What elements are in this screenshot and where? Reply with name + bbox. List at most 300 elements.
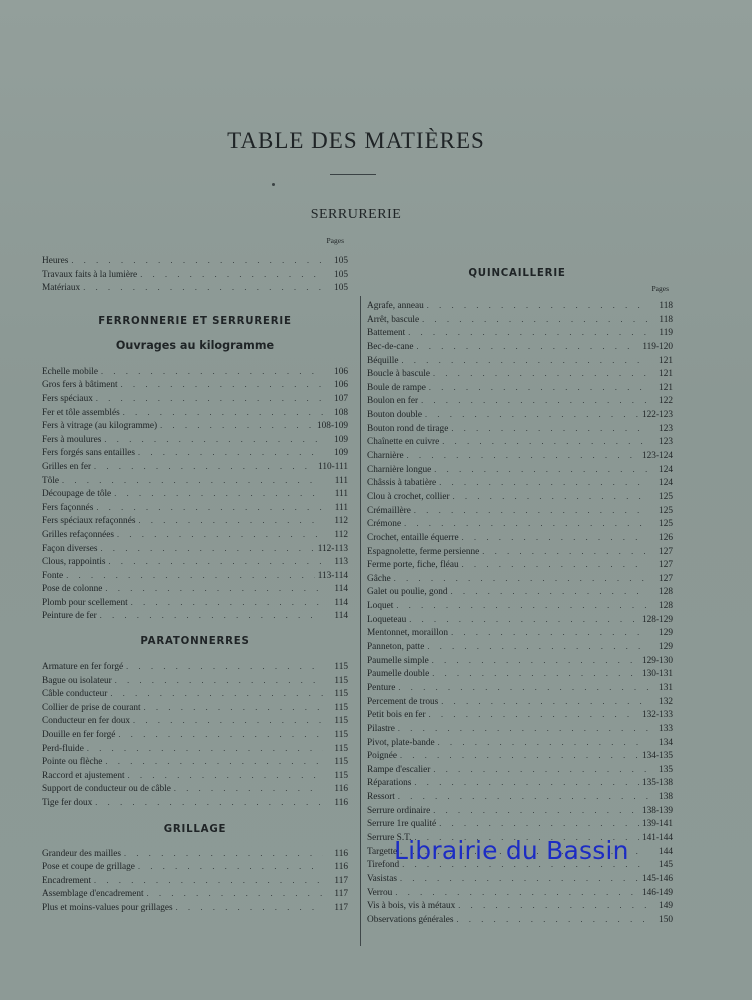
toc-entry <box>367 326 673 340</box>
toc-entry-page: 117 <box>334 875 348 886</box>
toc-entry <box>367 408 673 422</box>
toc-entry <box>367 299 673 313</box>
toc-entry <box>367 558 673 572</box>
toc-entry-page: 124 <box>659 478 673 489</box>
toc-entry-label: Arrêt, bascule <box>367 314 420 325</box>
toc-entry <box>42 755 348 769</box>
toc-entry <box>42 782 348 796</box>
toc-entry-page: 128-129 <box>642 614 673 625</box>
dot-leader <box>176 901 323 915</box>
toc-entry <box>42 433 348 447</box>
toc-entry-label: Espagnolette, ferme persienne <box>367 546 480 557</box>
toc-entry <box>367 695 673 709</box>
dot-leader <box>174 782 323 796</box>
dot-leader <box>114 487 323 501</box>
ink-dot <box>272 183 275 186</box>
toc-entry-label: Pose et coupe de grillage <box>42 862 135 873</box>
toc-entry-page: 149 <box>659 901 673 912</box>
dot-leader <box>422 313 648 327</box>
toc-entry-label: Vis à bois, vis à métaux <box>367 901 456 912</box>
toc-entry-label: Façon diverses <box>42 543 98 554</box>
toc-entry-page: 115 <box>334 689 348 700</box>
paratonnerres-list <box>42 660 348 810</box>
toc-entry-label: Matériaux <box>42 283 81 294</box>
toc-entry-page: 113-114 <box>317 570 348 581</box>
toc-entry-page: 118 <box>659 314 673 325</box>
toc-entry <box>367 708 673 722</box>
toc-entry-page: 114 <box>334 597 348 608</box>
dot-leader <box>398 790 648 804</box>
toc-entry-page: 119-120 <box>642 341 673 352</box>
dot-leader <box>138 860 323 874</box>
toc-entry-label: Grilles refaçonnées <box>42 529 115 540</box>
toc-entry <box>367 585 673 599</box>
toc-entry <box>42 609 348 623</box>
toc-entry <box>42 860 348 874</box>
dot-leader <box>96 392 323 406</box>
toc-entry-page: 132-133 <box>642 710 673 721</box>
dot-leader <box>128 769 323 783</box>
toc-entry <box>42 254 348 268</box>
toc-entry <box>367 667 673 681</box>
dot-leader <box>66 569 315 583</box>
dot-leader <box>439 817 639 831</box>
toc-entry <box>42 796 348 810</box>
toc-entry <box>367 381 673 395</box>
dot-leader <box>425 408 639 422</box>
toc-entry-label: Poignée <box>367 751 397 762</box>
dot-leader <box>451 626 648 640</box>
toc-entry <box>42 487 348 501</box>
toc-entry <box>367 790 673 804</box>
dot-leader <box>456 913 648 927</box>
toc-entry-page: 113 <box>334 557 348 568</box>
toc-entry <box>42 378 348 392</box>
toc-entry-label: Verrou <box>367 887 393 898</box>
toc-entry <box>367 872 673 886</box>
intro-list <box>42 254 348 295</box>
dot-leader <box>83 281 323 295</box>
dot-leader <box>133 714 323 728</box>
dot-leader <box>400 749 639 763</box>
toc-entry <box>367 817 673 831</box>
toc-entry-page: 138-139 <box>642 805 673 816</box>
dot-leader <box>404 517 648 531</box>
toc-entry-label: Mentonnet, moraillon <box>367 628 449 639</box>
toc-entry-page: 139-141 <box>642 819 673 830</box>
toc-entry-label: Crémaillère <box>367 505 411 516</box>
dot-leader <box>407 449 639 463</box>
toc-entry-label: Conducteur en fer doux <box>42 716 131 727</box>
toc-entry-page: 109 <box>334 434 348 445</box>
toc-entry-label: Serrure S.T. <box>367 832 412 843</box>
toc-entry-page: 123 <box>659 437 673 448</box>
toc-entry <box>42 514 348 528</box>
dot-leader <box>101 365 323 379</box>
toc-entry-label: Observations générales <box>367 914 454 925</box>
toc-entry <box>42 714 348 728</box>
toc-entry <box>42 268 348 282</box>
toc-entry-page: 124 <box>659 464 673 475</box>
dot-leader <box>395 886 639 900</box>
dot-leader <box>121 378 323 392</box>
toc-entry-label: Grandeur des mailles <box>42 848 121 859</box>
dot-leader <box>427 640 648 654</box>
toc-entry-label: Panneton, patte <box>367 642 425 653</box>
toc-entry-label: Heures <box>42 256 69 266</box>
toc-entry-page: 129 <box>659 628 673 639</box>
toc-entry-page: 122-123 <box>642 410 673 421</box>
toc-entry <box>42 501 348 515</box>
toc-entry-label: Petit bois en fer <box>367 710 426 721</box>
watermark: Librairie du Bassin <box>394 836 629 865</box>
toc-entry <box>42 769 348 783</box>
toc-entry-label: Boulon en fer <box>367 396 419 407</box>
dot-leader <box>110 687 323 701</box>
toc-entry-label: Travaux faits à la lumière <box>42 269 138 280</box>
toc-entry-label: Loquet <box>367 601 394 612</box>
toc-entry-page: 130-131 <box>642 669 673 680</box>
title-rule <box>330 174 376 175</box>
toc-entry-label: Tirefond <box>367 860 400 871</box>
toc-entry-page: 121 <box>659 382 673 393</box>
dot-leader <box>118 728 323 742</box>
toc-entry-label: Encadrement <box>42 875 92 886</box>
dot-leader <box>94 874 323 888</box>
page-title: TABLE DES MATIÈRES <box>227 128 485 153</box>
toc-entry <box>367 913 673 927</box>
toc-entry-page: 112 <box>334 516 348 527</box>
toc-entry-page: 116 <box>334 862 348 873</box>
dot-leader <box>433 804 639 818</box>
dot-leader <box>439 476 648 490</box>
toc-entry-page: 118 <box>659 301 673 311</box>
dot-leader <box>138 446 323 460</box>
toc-entry <box>367 763 673 777</box>
dot-leader <box>104 433 323 447</box>
toc-entry-page: 105 <box>334 269 348 280</box>
toc-entry <box>42 847 348 861</box>
toc-entry-page: 115 <box>334 730 348 741</box>
dot-leader <box>414 776 639 790</box>
toc-entry-label: Tôle <box>42 475 60 486</box>
toc-entry-label: Penture <box>367 682 396 693</box>
ouvrages-list <box>42 365 348 623</box>
dot-leader <box>462 558 648 572</box>
toc-entry-page: 116 <box>334 798 348 808</box>
toc-entry-label: Pointe ou flèche <box>42 757 103 768</box>
toc-entry <box>367 736 673 750</box>
toc-entry-label: Raccord et ajustement <box>42 770 125 781</box>
toc-entry-page: 115 <box>334 675 348 686</box>
toc-entry-page: 108-109 <box>317 421 348 432</box>
dot-leader <box>398 681 648 695</box>
dot-leader <box>105 582 323 596</box>
toc-entry-label: Paumelle double <box>367 669 430 680</box>
section-title: SERRURERIE <box>310 207 402 222</box>
grillage-heading: GRILLAGE <box>163 823 227 835</box>
toc-entry-page: 123-124 <box>642 451 673 462</box>
pages-label-right: Pages <box>651 284 669 293</box>
toc-entry-page: 144 <box>659 846 673 857</box>
toc-entry <box>367 722 673 736</box>
dot-leader <box>427 299 648 313</box>
toc-entry-page: 126 <box>659 532 673 543</box>
toc-entry-page: 129-130 <box>642 655 673 666</box>
toc-entry <box>367 886 673 900</box>
toc-entry <box>42 742 348 756</box>
toc-entry-label: Fers façonnés <box>42 502 94 513</box>
toc-entry <box>42 406 348 420</box>
toc-entry-page: 125 <box>659 491 673 502</box>
toc-entry <box>42 569 348 583</box>
toc-entry-page: 134-135 <box>642 751 673 762</box>
toc-entry-page: 121 <box>659 369 673 380</box>
dot-leader <box>402 354 649 368</box>
dot-leader <box>434 463 648 477</box>
toc-entry-page: 125 <box>659 505 673 516</box>
toc-entry-label: Fers forgés sans entailles <box>42 448 136 459</box>
toc-entry <box>367 776 673 790</box>
dot-leader <box>62 474 323 488</box>
pages-label: Pages <box>326 236 344 245</box>
toc-entry <box>42 887 348 901</box>
toc-entry <box>367 340 673 354</box>
toc-entry-page: 127 <box>659 546 673 557</box>
toc-entry-label: Assemblage d'encadrement <box>42 889 144 900</box>
dot-leader <box>131 596 323 610</box>
toc-entry-page: 131 <box>659 682 673 693</box>
toc-entry-label: Serrure ordinaire <box>367 805 431 816</box>
toc-entry <box>42 728 348 742</box>
dot-leader <box>105 755 323 769</box>
toc-entry-page: 106 <box>334 380 348 391</box>
quincaillerie-heading: QUINCAILLERIE <box>468 268 566 279</box>
toc-entry-page: 135 <box>659 764 673 775</box>
dot-leader <box>451 585 648 599</box>
toc-entry-label: Armature en fer forgé <box>42 662 124 673</box>
toc-entry <box>367 545 673 559</box>
toc-entry <box>367 749 673 763</box>
ouvrages-heading: Ouvrages au kilogramme <box>115 338 275 352</box>
toc-entry <box>42 542 348 556</box>
dot-leader <box>433 367 648 381</box>
dot-leader <box>453 490 648 504</box>
quincaillerie-list <box>367 299 673 926</box>
dot-leader <box>109 555 323 569</box>
toc-entry-label: Châssis à tabatière <box>367 478 437 489</box>
toc-entry <box>367 654 673 668</box>
toc-entry-label: Echelle mobile <box>42 366 99 377</box>
toc-entry-label: Tige fer doux <box>42 798 93 808</box>
toc-entry-page: 121 <box>659 355 673 366</box>
toc-entry-label: Bouton rond de tirage <box>367 423 449 434</box>
toc-entry-label: Bouton double <box>367 410 423 421</box>
dot-leader <box>451 422 648 436</box>
toc-entry <box>367 504 673 518</box>
dot-leader <box>101 542 315 556</box>
dot-leader <box>482 545 648 559</box>
toc-entry-label: Pilastre <box>367 723 395 734</box>
toc-entry-page: 115 <box>334 702 348 713</box>
toc-entry-page: 115 <box>334 757 348 768</box>
toc-entry-page: 116 <box>334 848 348 859</box>
dot-leader <box>409 613 639 627</box>
dot-leader <box>124 847 323 861</box>
toc-entry-page: 146-149 <box>642 887 673 898</box>
toc-entry <box>42 687 348 701</box>
toc-entry <box>42 281 348 295</box>
dot-leader <box>147 887 323 901</box>
toc-entry-page: 114 <box>334 611 348 622</box>
toc-entry-page: 111 <box>334 502 348 513</box>
toc-entry <box>42 901 348 915</box>
ferronnerie-heading: FERRONNERIE ET SERRURERIE <box>98 315 292 327</box>
toc-entry-page: 105 <box>334 256 348 266</box>
toc-entry-label: Targette <box>367 846 398 857</box>
dot-leader <box>140 268 323 282</box>
toc-entry-page: 111 <box>334 489 348 500</box>
toc-entry-page: 125 <box>659 519 673 530</box>
toc-entry-label: Pose de colonne <box>42 584 103 595</box>
toc-entry-page: 114 <box>334 584 348 595</box>
toc-entry-label: Ferme porte, fiche, fléau <box>367 560 459 571</box>
toc-entry-label: Vasistas <box>367 873 397 884</box>
toc-entry-page: 119 <box>659 328 673 339</box>
toc-entry-label: Béquille <box>367 355 399 366</box>
dot-leader <box>144 701 323 715</box>
toc-entry <box>367 572 673 586</box>
toc-entry-label: Bec-de-cane <box>367 341 414 352</box>
toc-entry-page: 135-138 <box>642 778 673 789</box>
toc-entry-page: 145-146 <box>642 873 673 884</box>
toc-entry <box>42 419 348 433</box>
toc-entry-page: 112 <box>334 529 348 540</box>
toc-entry <box>367 517 673 531</box>
toc-entry-page: 122 <box>659 396 673 407</box>
dot-leader <box>441 695 648 709</box>
dot-leader <box>433 763 648 777</box>
toc-entry-label: Serrure 1re qualité <box>367 819 437 830</box>
toc-entry-page: 110-111 <box>318 461 348 472</box>
dot-leader <box>96 501 323 515</box>
toc-entry-label: Agrafe, anneau <box>367 301 424 311</box>
toc-entry-label: Peinture de fer <box>42 611 97 622</box>
toc-entry <box>367 367 673 381</box>
dot-leader <box>429 708 639 722</box>
toc-entry-label: Plomb pour scellement <box>42 597 128 608</box>
toc-entry-page: 109 <box>334 448 348 459</box>
dot-leader <box>71 254 323 268</box>
dot-leader <box>398 722 648 736</box>
dot-leader <box>442 435 648 449</box>
toc-entry-label: Découpage de tôle <box>42 489 112 500</box>
toc-entry <box>42 674 348 688</box>
toc-entry <box>42 446 348 460</box>
toc-entry-label: Percement de trous <box>367 696 439 707</box>
toc-entry <box>367 463 673 477</box>
toc-entry-page: 115 <box>334 662 348 673</box>
toc-entry-label: Pivot, plate-bande <box>367 737 435 748</box>
toc-entry-page: 116 <box>334 784 348 795</box>
toc-entry-label: Battement <box>367 328 406 339</box>
grillage-list <box>42 847 348 915</box>
toc-entry-page: 128 <box>659 587 673 598</box>
toc-entry <box>367 449 673 463</box>
toc-entry-label: Grilles en fer <box>42 461 92 472</box>
dot-leader <box>138 514 323 528</box>
dot-leader <box>432 667 639 681</box>
toc-entry-label: Gros fers à bâtiment <box>42 380 118 391</box>
toc-entry <box>42 460 348 474</box>
toc-entry-label: Clous, rappointis <box>42 557 106 568</box>
toc-entry-page: 106 <box>334 366 348 377</box>
dot-leader <box>408 326 648 340</box>
toc-entry-label: Boule de rampe <box>367 382 426 393</box>
toc-entry-label: Charnière longue <box>367 464 432 475</box>
toc-entry-page: 128 <box>659 601 673 612</box>
dot-leader <box>123 406 323 420</box>
toc-entry-page: 127 <box>659 560 673 571</box>
dot-leader <box>400 872 639 886</box>
toc-entry <box>42 555 348 569</box>
toc-entry-label: Boucle à bascule <box>367 369 430 380</box>
toc-entry-label: Fers à vitrage (au kilogramme) <box>42 421 158 432</box>
toc-entry-label: Chaînette en cuivre <box>367 437 440 448</box>
toc-entry-label: Loqueteau <box>367 614 407 625</box>
toc-entry-label: Fers à moulures <box>42 434 102 445</box>
toc-entry <box>42 596 348 610</box>
dot-leader <box>432 654 639 668</box>
toc-entry <box>367 613 673 627</box>
dot-leader <box>126 660 323 674</box>
toc-entry-page: 115 <box>334 716 348 727</box>
toc-entry-page: 105 <box>334 283 348 294</box>
toc-entry-page: 133 <box>659 723 673 734</box>
toc-entry-page: 129 <box>659 642 673 653</box>
toc-entry <box>42 528 348 542</box>
toc-entry-page: 117 <box>334 889 348 900</box>
dot-leader <box>416 340 639 354</box>
toc-entry-page: 123 <box>659 423 673 434</box>
toc-entry-page: 112-113 <box>317 543 348 554</box>
toc-entry-label: Fonte <box>42 570 64 581</box>
toc-entry-page: 108 <box>334 407 348 418</box>
dot-leader <box>94 460 315 474</box>
dot-leader <box>396 599 648 613</box>
toc-entry-page: 150 <box>659 914 673 925</box>
toc-entry <box>367 313 673 327</box>
toc-entry <box>367 626 673 640</box>
dot-leader <box>438 736 648 750</box>
dot-leader <box>95 796 323 810</box>
toc-entry <box>42 582 348 596</box>
toc-entry <box>367 490 673 504</box>
dot-leader <box>414 504 648 518</box>
toc-entry-label: Douille en fer forgé <box>42 730 116 741</box>
toc-entry <box>367 899 673 913</box>
toc-entry-label: Gâche <box>367 573 391 584</box>
dot-leader <box>429 381 648 395</box>
toc-entry-page: 132 <box>659 696 673 707</box>
toc-entry <box>42 701 348 715</box>
dot-leader <box>394 572 648 586</box>
dot-leader <box>117 528 323 542</box>
toc-entry-label: Réparations <box>367 778 412 789</box>
toc-entry-page: 111 <box>334 475 348 486</box>
dot-leader <box>421 394 648 408</box>
toc-entry-label: Clou à crochet, collier <box>367 491 450 502</box>
